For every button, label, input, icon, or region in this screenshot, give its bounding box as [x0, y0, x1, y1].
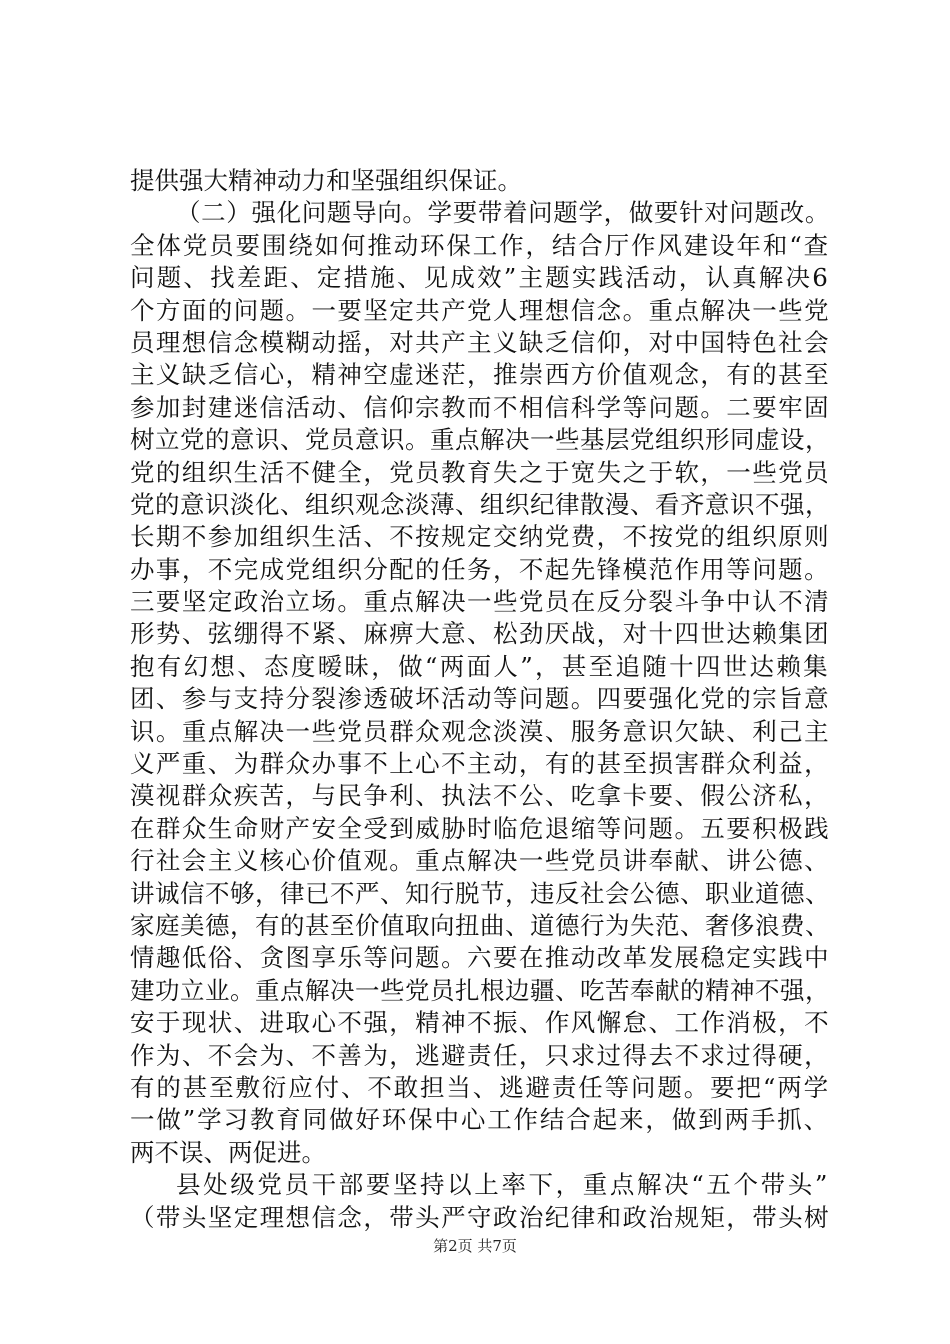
text-line: 有的甚至敷衍应付、不敢担当、逃避责任等问题。要把“两学: [130, 1072, 830, 1102]
text-line: 识。重点解决一些党员群众观念淡漠、服务意识欠缺、利己主: [130, 716, 830, 746]
text-line: 在群众生命财产安全受到威胁时临危退缩等问题。五要积极践: [130, 813, 830, 843]
text-line: 作为、不会为、不善为，逃避责任，只求过得去不求过得硬，: [130, 1040, 830, 1070]
page-footer: [0, 1236, 950, 1256]
body-text: [130, 165, 830, 1234]
text-line: 情趣低俗、贪图享乐等问题。六要在推动改革发展稳定实践中: [130, 943, 830, 973]
text-line: 两不误、两促进。: [130, 1137, 326, 1167]
text-line: 长期不参加组织生活、不按规定交纳党费，不按党的组织原则: [130, 522, 830, 552]
text-line: 三要坚定政治立场。重点解决一些党员在反分裂斗争中认不清: [130, 587, 830, 617]
text-line: 个方面的问题。一要坚定共产党人理想信念。重点解决一些党: [130, 295, 830, 325]
text-line: 树立党的意识、党员意识。重点解决一些基层党组织形同虚设，: [130, 425, 830, 455]
text-line: 党的意识淡化、组织观念淡薄、组织纪律散漫、看齐意识不强，: [130, 489, 830, 519]
text-line: 安于现状、进取心不强，精神不振、作风懈怠、工作消极，不: [130, 1008, 830, 1038]
text-line: 家庭美德，有的甚至价值取向扭曲、道德行为失范、奢侈浪费、: [130, 910, 830, 940]
text-line: 全体党员要围绕如何推动环保工作，结合厅作风建设年和“查: [130, 230, 830, 260]
text-line: 办事，不完成党组织分配的任务，不起先锋模范作用等问题。: [130, 554, 830, 584]
text-line: 形势、弦绷得不紧、麻痹大意、松劲厌战，对十四世达赖集团: [130, 619, 830, 649]
page-number: 第2页 共7页: [433, 1237, 517, 1255]
text-line: 主义缺乏信心，精神空虚迷茫，推崇西方价值观念，有的甚至: [130, 360, 830, 390]
text-line: 问题、找差距、定措施、见成效”主题实践活动，认真解决6: [130, 263, 830, 293]
text-line: 员理想信念模糊动摇，对共产主义缺乏信仰，对中国特色社会: [130, 327, 830, 357]
text-line: 提供强大精神动力和坚强组织保证。: [130, 166, 522, 195]
text-line: 行社会主义核心价值观。重点解决一些党员讲奉献、讲公德、: [130, 846, 830, 876]
paragraph-start-line: （二）强化问题导向。学要带着问题学，做要针对问题改。: [176, 198, 830, 228]
text-line: 参加封建迷信活动、信仰宗教而不相信科学等问题。二要牢固: [130, 392, 830, 422]
paragraph-start-line: 县处级党员干部要坚持以上率下，重点解决“五个带头”: [176, 1170, 830, 1200]
text-line: 义严重、为群众办事不上心不主动，有的甚至损害群众利益，: [130, 749, 830, 779]
text-line: 一做”学习教育同做好环保中心工作结合起来，做到两手抓、: [130, 1105, 830, 1135]
text-line: 讲诚信不够，律已不严、知行脱节，违反社会公德、职业道德、: [130, 878, 830, 908]
text-line: 抱有幻想、态度暧昧，做“两面人”，甚至追随十四世达赖集: [130, 651, 830, 681]
text-line: 建功立业。重点解决一些党员扎根边疆、吃苦奉献的精神不强，: [130, 975, 830, 1005]
text-line: 党的组织生活不健全，党员教育失之于宽失之于软，一些党员: [130, 457, 830, 487]
text-line: 团、参与支持分裂渗透破坏活动等问题。四要强化党的宗旨意: [130, 684, 830, 714]
text-line: 漠视群众疾苦，与民争利、执法不公、吃拿卡要、假公济私，: [130, 781, 830, 811]
text-line: （带头坚定理想信念，带头严守政治纪律和政治规矩，带头树: [130, 1202, 830, 1232]
